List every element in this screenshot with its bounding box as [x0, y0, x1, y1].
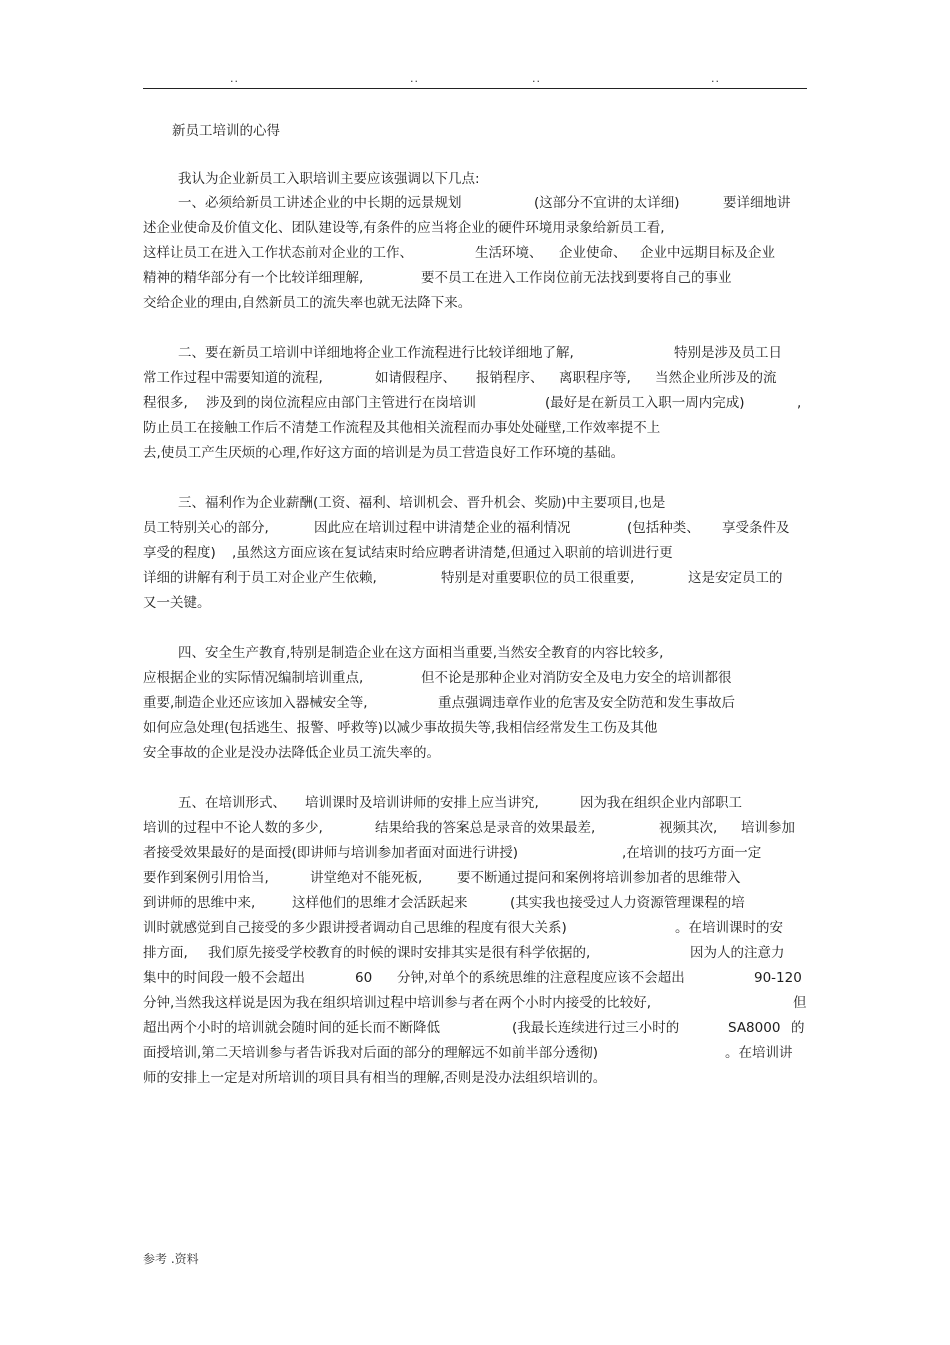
paragraph-5-text: 训时就感觉到自己接受的多少跟讲授者调动自己思维的程度有很大关系): [143, 920, 567, 936]
page-title: 新员工培训的心得: [172, 123, 280, 139]
paragraph-3-text: 这是安定员工的: [688, 570, 783, 586]
paragraph-5-text: 我们原先接受学校教育的时候的课时安排其实是很有科学依据的,: [208, 945, 591, 961]
paragraph-5-text: 超出两个小时的培训就会随时间的延长而不断降低: [143, 1020, 440, 1036]
header-mark: ..: [410, 72, 419, 85]
paragraph-2-text: 去,使员工产生厌烦的心理,作好这方面的培训是为员工营造良好工作环境的基础。: [143, 445, 625, 461]
paragraph-1-text: 要不员工在进入工作岗位前无法找到要将自己的事业: [421, 270, 732, 286]
paragraph-2-text: 程很多,: [143, 395, 188, 411]
paragraph-5-text: (我最长连续进行过三小时的: [512, 1020, 680, 1036]
paragraph-2-text: 报销程序、: [476, 370, 544, 386]
paragraph-2-text: 如请假程序、: [375, 370, 456, 386]
paragraph-5-text: 培训参加: [741, 820, 795, 836]
paragraph-1-text: (这部分不宜讲的太详细): [534, 195, 680, 211]
paragraph-5-text: 分钟,当然我这样说是因为我在组织培训过程中培训参与者在两个小时内接受的比较好,: [143, 995, 652, 1011]
paragraph-5-text: 视频其次,: [659, 820, 718, 836]
paragraph-5-text: 这样他们的思维才会活跃起来: [292, 895, 468, 911]
paragraph-1-text: 企业中远期目标及企业: [640, 245, 775, 261]
paragraph-5-text: SA8000: [728, 1020, 781, 1036]
paragraph-4-text: 安全事故的企业是没办法降低企业员工流失率的。: [143, 745, 440, 761]
paragraph-4-text: 但不论是那种企业对消防安全及电力安全的培训都很: [421, 670, 732, 686]
paragraph-1-text: 企业使命、: [559, 245, 627, 261]
paragraph-5-text: 结果给我的答案总是录音的效果最差,: [375, 820, 596, 836]
paragraph-5-text: 五、在培训形式、: [178, 795, 286, 811]
header-rule: [143, 88, 807, 89]
paragraph-5-text: 60: [355, 970, 373, 986]
paragraph-2-text: ,: [797, 395, 802, 411]
paragraph-3-text: 享受条件及: [722, 520, 790, 536]
paragraph-5-text: 。在培训课时的安: [675, 920, 783, 936]
paragraph-5-text: 。在培训讲: [725, 1045, 793, 1061]
header-mark: ..: [711, 72, 720, 85]
paragraph-5-text: 但: [793, 995, 807, 1011]
paragraph-1-text: 精神的精华部分有一个比较详细理解,: [143, 270, 364, 286]
paragraph-2-text: 特别是涉及员工日: [674, 345, 782, 361]
paragraph-5-text: 因为人的注意力: [690, 945, 785, 961]
paragraph-5-text: 师的安排上一定是对所培训的项目具有相当的理解,否则是没办法组织培训的。: [143, 1070, 607, 1086]
paragraph-5-text: 90-120: [754, 970, 802, 986]
paragraph-1-text: 要详细地讲: [723, 195, 791, 211]
paragraph-3-text: (包括种类、: [627, 520, 700, 536]
paragraph-3-text: ,虽然这方面应该在复试结束时给应聘者讲清楚,但通过入职前的培训进行更: [232, 545, 673, 561]
paragraph-5-text: 的: [791, 1020, 805, 1036]
footer-note: 参考 .资料: [143, 1252, 199, 1266]
paragraph-5-text: 培训的过程中不论人数的多少,: [143, 820, 323, 836]
paragraph-2-text: 当然企业所涉及的流: [655, 370, 777, 386]
paragraph-1-text: 这样让员工在进入工作状态前对企业的工作、: [143, 245, 413, 261]
paragraph-4-text: 如何应急处理(包括逃生、报警、呼救等)以减少事故损失等,我相信经常发生工伤及其他: [143, 720, 658, 736]
paragraph-2-text: 常工作过程中需要知道的流程,: [143, 370, 323, 386]
paragraph-5-text: 培训课时及培训讲师的安排上应当讲究,: [305, 795, 539, 811]
paragraph-5-text: 因为我在组织企业内部职工: [580, 795, 742, 811]
paragraph-1-text: 交给企业的理由,自然新员工的流失率也就无法降下来。: [143, 295, 472, 311]
paragraph-2-text: 防止员工在接触工作后不清楚工作流程及其他相关流程而办事处处碰壁,工作效率提不上: [143, 420, 661, 436]
paragraph-5-text: 排方面,: [143, 945, 188, 961]
paragraph-2-text: 涉及到的岗位流程应由部门主管进行在岗培训: [206, 395, 476, 411]
paragraph-1-text: 一、必须给新员工讲述企业的中长期的远景规划: [178, 195, 462, 211]
paragraph-4-text: 重点强调违章作业的危害及安全防范和发生事故后: [438, 695, 735, 711]
paragraph-3-text: 享受的程度): [143, 545, 216, 561]
paragraph-5-text: 要不断通过提问和案例将培训参加者的思维带入: [457, 870, 741, 886]
paragraph-3-text: 详细的讲解有利于员工对企业产生依赖,: [143, 570, 377, 586]
paragraph-4-text: 应根据企业的实际情况编制培训重点,: [143, 670, 364, 686]
paragraph-1-text: 述企业使命及价值文化、团队建设等,有条件的应当将企业的硬件环境用录象给新员工看,: [143, 220, 665, 236]
paragraph-5-text: 面授培训,第二天培训参与者告诉我对后面的部分的理解远不如前半部分透彻): [143, 1045, 599, 1061]
paragraph-4-text: 四、安全生产教育,特别是制造企业在这方面相当重要,当然安全教育的内容比较多,: [178, 645, 664, 661]
paragraph-5-text: 集中的时间段一般不会超出: [143, 970, 305, 986]
paragraph-2-text: 二、要在新员工培训中详细地将企业工作流程进行比较详细地了解,: [178, 345, 574, 361]
paragraph-5-text: 讲堂绝对不能死板,: [310, 870, 423, 886]
paragraph-3-text: 员工特别关心的部分,: [143, 520, 269, 536]
paragraph-3-text: 三、福利作为企业薪酬(工资、福利、培训机会、晋升机会、奖励)中主要项目,也是: [178, 495, 666, 511]
paragraph-5-text: 要作到案例引用恰当,: [143, 870, 269, 886]
header-mark: ..: [230, 72, 239, 85]
paragraph-1-text: 生活环境、: [475, 245, 543, 261]
paragraph-5-text: (其实我也接受过人力资源管理课程的培: [510, 895, 745, 911]
paragraph-3-text: 特别是对重要职位的员工很重要,: [441, 570, 635, 586]
paragraph-3-text: 又一关键。: [143, 595, 211, 611]
paragraph-2-text: 离职程序等,: [559, 370, 631, 386]
header-mark: ..: [532, 72, 541, 85]
paragraph-5-text: 者接受效果最好的是面授(即讲师与培训参加者面对面进行讲授): [143, 845, 519, 861]
paragraph-5-text: 到讲师的思维中来,: [143, 895, 256, 911]
intro-line: 我认为企业新员工入职培训主要应该强调以下几点:: [178, 171, 480, 187]
paragraph-3-text: 因此应在培训过程中讲清楚企业的福利情况: [314, 520, 571, 536]
paragraph-4-text: 重要,制造企业还应该加入器械安全等,: [143, 695, 368, 711]
paragraph-5-text: 分钟,对单个的系统思维的注意程度应该不会超出: [397, 970, 685, 986]
paragraph-5-text: ,在培训的技巧方面一定: [622, 845, 762, 861]
paragraph-2-text: (最好是在新员工入职一周内完成): [545, 395, 745, 411]
